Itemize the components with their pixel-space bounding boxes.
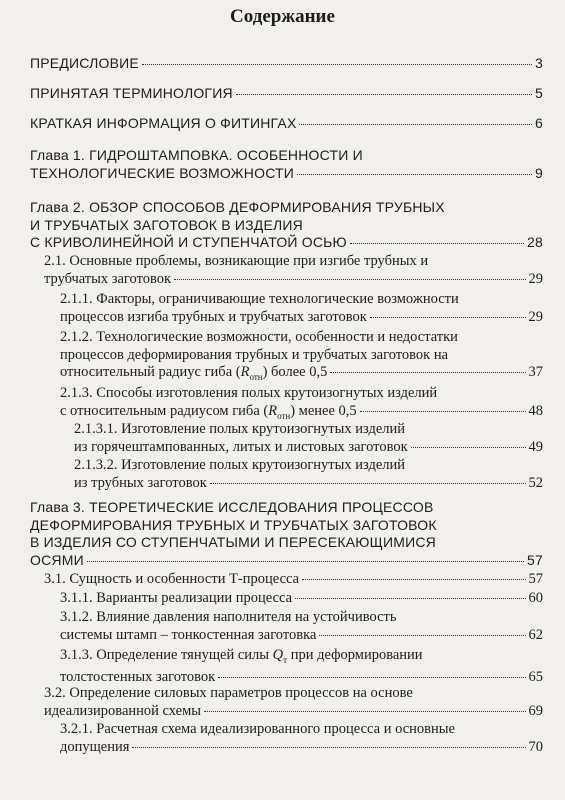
dot-leader: [330, 372, 525, 373]
toc-entry-text: трубчатых заготовок: [44, 270, 172, 287]
toc-entry-text: 2.1.3.1. Изготовление полых крутоизогнутых изделий: [74, 421, 406, 437]
toc-entry-text: 3.2. Определение силовых параметров процессов на основе: [44, 685, 413, 701]
toc-entry-text: идеализированной схемы: [44, 702, 202, 719]
dot-leader: [302, 579, 525, 580]
toc-entry-text: И ТРУБЧАТЫХ ЗАГОТОВОК В ИЗДЕЛИЯ: [30, 216, 303, 233]
dot-leader: [174, 279, 525, 280]
toc-entry-text: из горячештампованных, литых и листовых заготовок: [74, 438, 408, 455]
toc-entry[interactable]: [30, 199, 543, 252]
toc-page-number: 57: [527, 551, 543, 568]
toc-page-number: 48: [528, 402, 543, 419]
toc-entry-text: ПРИНЯТАЯ ТЕРМИНОЛОГИЯ: [30, 85, 233, 101]
toc-entry-text: 3.1.3. Определение тянущей силы $Q_т$ при деформировании: [60, 647, 423, 665]
toc-page-number: 6: [535, 115, 543, 131]
toc-entry[interactable]: [30, 115, 543, 133]
toc-entry-text: ДЕФОРМИРОВАНИЯ ТРУБНЫХ И ТРУБЧАТЫХ ЗАГОТОВОК: [30, 516, 437, 533]
toc-entry-text: 2.1.3. Способы изготовления полых крутоизогнутых изделий: [60, 385, 438, 401]
dot-leader: [295, 598, 525, 599]
toc-entry-text: КРАТКАЯ ИНФОРМАЦИЯ О ФИТИНГАХ: [30, 115, 297, 131]
toc-entry-text: ПРЕДИСЛОВИЕ: [30, 55, 139, 71]
toc-entry-text: 3.1.2. Влияние давления наполнителя на устойчивость: [60, 609, 397, 625]
toc-entry-text: относительный радиус гиба $(R_{отн})$ более 0,5: [60, 364, 328, 382]
toc-page-number: 65: [528, 669, 543, 686]
toc-entry-text: ТЕХНОЛОГИЧЕСКИЕ ВОЗМОЖНОСТИ: [30, 164, 295, 181]
dot-leader: [411, 447, 526, 448]
toc-entry-text: 3.1.1. Варианты реализации процесса: [60, 590, 293, 606]
dot-leader: [350, 243, 524, 244]
toc-entry[interactable]: [44, 253, 543, 288]
dot-leader: [360, 411, 526, 412]
dot-leader: [370, 317, 526, 318]
dot-leader: [142, 64, 532, 65]
toc-entry[interactable]: [60, 291, 543, 326]
toc-entry-text: 3.1. Сущность и особенности Т-процесса: [44, 571, 300, 587]
toc-entry[interactable]: [44, 685, 543, 720]
page-title: Содержание: [230, 6, 335, 27]
toc-entry[interactable]: [30, 85, 543, 103]
dot-leader: [132, 747, 525, 748]
toc-entry-text: 2.1.1. Факторы, ограничивающие технологические возможности: [60, 291, 459, 307]
toc-entry-text: Глава 3. ТЕОРЕТИЧЕСКИЕ ИССЛЕДОВАНИЯ ПРОЦЕССОВ: [30, 499, 434, 515]
toc-entry-text: 2.1.3.2. Изготовление полых крутоизогнутых изделий: [74, 457, 406, 473]
toc-entry-text: 3.2.1. Расчетная схема идеализированного процесса и основные: [60, 721, 455, 737]
toc-page-number: 9: [535, 164, 543, 181]
toc-page-number: 29: [528, 270, 543, 287]
toc-entry-text: ОСЯМИ: [30, 551, 84, 568]
dot-leader: [299, 124, 532, 125]
dot-leader: [319, 635, 525, 636]
dot-leader: [297, 174, 532, 175]
toc-entry-text: 2.1. Основные проблемы, возникающие при изгибе трубных и: [44, 253, 429, 269]
toc-page-number: 70: [528, 738, 543, 755]
toc-entry-text: системы штамп – тонкостенная заготовка: [60, 626, 317, 643]
toc-page-number: 37: [528, 364, 543, 380]
dot-leader: [210, 483, 526, 484]
toc-entry-text: с относительным радиусом гиба $(R_{отн})$ менее 0,5: [60, 402, 357, 421]
toc-entry[interactable]: [60, 590, 543, 608]
toc-page-number: 28: [527, 234, 543, 250]
toc-page-number: 49: [528, 438, 543, 455]
toc-page-number: 29: [528, 308, 543, 325]
toc-entry[interactable]: [44, 571, 543, 589]
toc-entry[interactable]: [60, 329, 543, 386]
toc-page-number: 62: [528, 626, 543, 643]
toc-page-number: 60: [528, 590, 543, 606]
toc-entry[interactable]: [60, 721, 543, 756]
toc-page-number: 57: [528, 571, 543, 587]
toc-entry[interactable]: [30, 147, 543, 182]
dot-leader: [218, 677, 525, 678]
toc-page-number: 5: [535, 85, 543, 101]
toc-entry-text: Глава 1. ГИДРОШТАМПОВКА. ОСОБЕННОСТИ И: [30, 147, 363, 163]
toc-entry[interactable]: [30, 55, 543, 73]
toc-entry-text: Глава 2. ОБЗОР СПОСОБОВ ДЕФОРМИРОВАНИЯ ТРУБНЫХ: [30, 199, 445, 215]
dot-leader: [87, 561, 524, 562]
toc-entry[interactable]: [74, 457, 543, 492]
toc-entry[interactable]: [74, 421, 543, 456]
toc-entry-text: В ИЗДЕЛИЯ СО СТУПЕНЧАТЫМИ И ПЕРЕСЕКАЮЩИМИСЯ: [30, 534, 436, 550]
toc-page-number: 69: [528, 702, 543, 719]
toc-entry-text: процессов изгиба трубных и трубчатых заготовок: [60, 308, 367, 325]
dot-leader: [236, 94, 532, 95]
toc-page-number: 52: [528, 474, 543, 491]
toc-entry-text: допущения: [60, 738, 130, 755]
toc-entry[interactable]: [30, 499, 543, 569]
toc-entry-text: С КРИВОЛИНЕЙНОЙ И СТУПЕНЧАТОЙ ОСЬЮ: [30, 234, 347, 250]
toc-entry-text: толстостенных заготовок: [60, 669, 216, 686]
toc-entry-text: процессов деформирования трубных и трубчатых заготовок на: [60, 346, 449, 363]
toc-entry[interactable]: [60, 385, 543, 425]
toc-entry[interactable]: [60, 609, 543, 644]
dot-leader: [204, 711, 525, 712]
toc-page-number: 3: [535, 55, 543, 71]
toc-entry-text: из трубных заготовок: [74, 474, 207, 491]
toc-entry[interactable]: [60, 647, 543, 687]
toc-entry-text: 2.1.2. Технологические возможности, особенности и недостатки: [60, 329, 458, 345]
